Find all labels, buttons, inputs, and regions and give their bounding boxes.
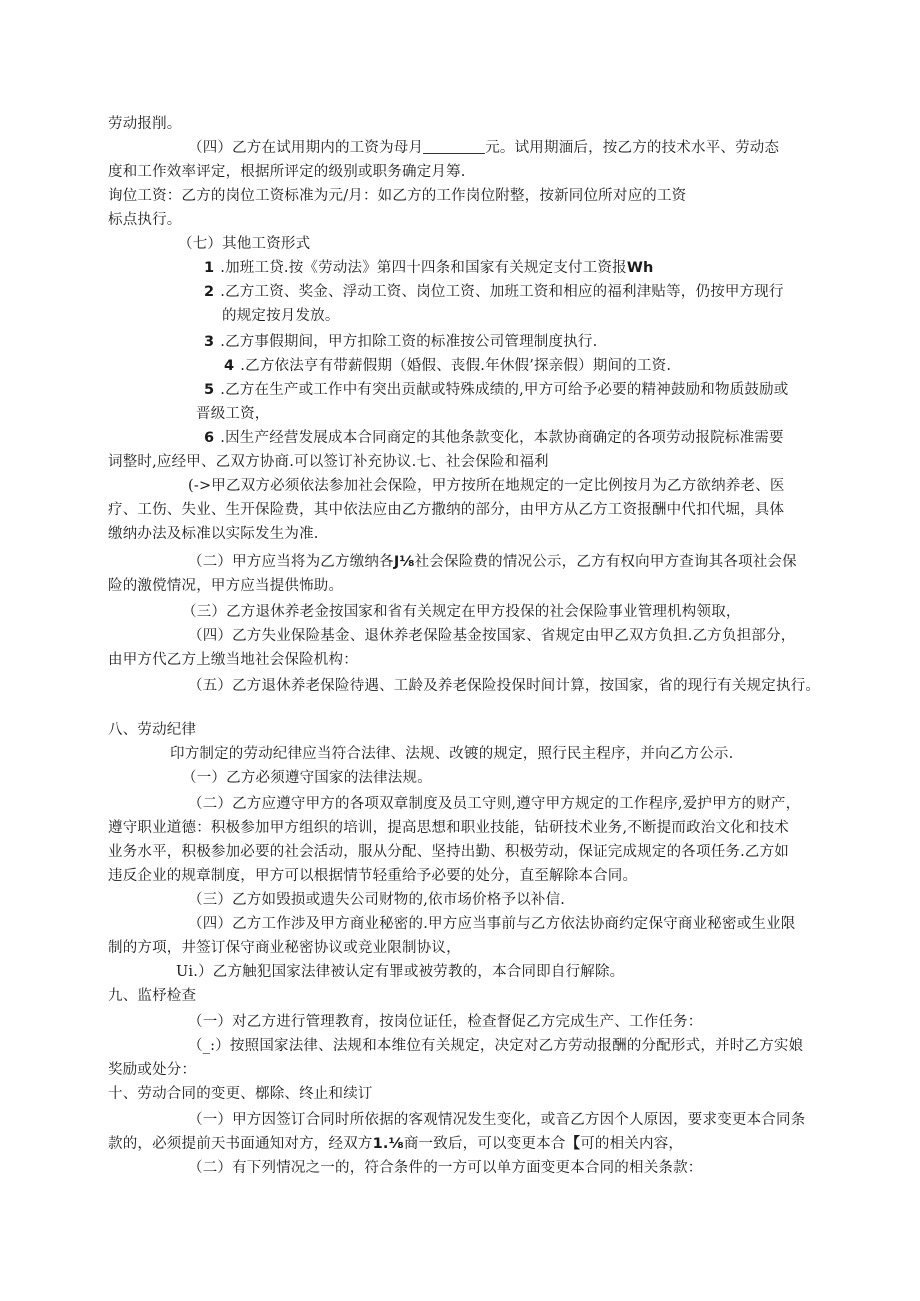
text-line: （三）乙方如毁损或遗失公司财物的,依市场价格予以补信. <box>188 892 566 908</box>
section-heading: 八、劳动纪律 <box>108 722 197 738</box>
text-segment-bold: 1.⅛ <box>372 1136 404 1152</box>
text-line: 询位工资：乙方的岗位工资标准为元/月：如乙方的工作岗位附整，按新同位所对应的工资 <box>108 188 687 204</box>
item-number: 4 <box>224 358 235 374</box>
text-segment: 社会保险费的情况公示，乙方有权向甲方查询其各项社会保 <box>414 554 797 570</box>
text-line: 业务水平，积极参加必要的社会活动，服从分配、坚持出勤、积极劳动，保证完成规定的各项任务.乙方如 <box>108 844 790 860</box>
text-line: （一）乙方必须遵守国家的法律法规。 <box>182 770 432 786</box>
text-line: (->甲乙双方必须依法参加社会保险，甲方按所在地规定的一定比例按月为乙方欲纳养老、医 <box>188 478 785 494</box>
text-segment: （四）乙方在试用期内的工资为母月 <box>188 140 424 156</box>
item-text: .加班工贷.按《劳动法》第四十四条和国家有关规定支付工资报 <box>220 260 627 276</box>
list-item <box>204 380 789 400</box>
text-line: 印方制定的劳动纪律应当符合法律、法规、改镀的规定，照行民主程序，并向乙方公示. <box>170 746 734 762</box>
text-line: （二）乙方应遵守甲方的各项双章制度及员工守则,遵守甲方规定的工作程序,爱护甲方的财产， <box>188 796 801 812</box>
list-item-continuation: 晋级工资， <box>196 406 270 422</box>
text-line: 遵守职业道德：积极参加甲方组织的培训，提高思想和职业技能，钻研技术业务,不断提而政治文化和技术 <box>108 820 790 836</box>
salary-blank <box>423 139 485 154</box>
text-line: （三）乙方退休养老金按国家和省有关规定在甲方投保的社会保险事业管理机构领取， <box>182 604 741 620</box>
list-item <box>204 332 597 352</box>
item-text: .乙方事假期间，甲方扣除工资的标准按公司管理制度执行. <box>220 334 598 350</box>
text-line: 险的激傥情况，甲方应当提供怖助。 <box>108 578 344 594</box>
item-text: .乙方在生产或工作中有突出贡献或特殊成绩的,甲方可给予必要的精神鼓励和物质鼓励或 <box>220 382 789 398</box>
text-line: （五）乙方退休养老保险待遇、工龄及养老保险投保时间计算，按国家，省的现行有关规定执行。 <box>188 678 821 694</box>
text-line: 奖励或处分： <box>108 1062 197 1078</box>
text-line: 违反企业的规章制度，甲方可以根据情节轻重给予必要的处分，直至解除本合同。 <box>108 868 638 884</box>
text-line: （四）乙方失业保险基金、退休养老保险基金按国家、省规定由甲乙双方负担.乙方负担部分， <box>188 628 796 644</box>
text-line: （_:）按照国家法律、法规和本维位有关规定，决定对乙方劳动报酬的分配形式，并时乙方实娘 <box>188 1038 804 1054</box>
section-heading: （七）其他工资形式 <box>178 236 311 252</box>
section-heading: 十、劳动合同的变更、槨除、终止和续订 <box>108 1086 373 1102</box>
text-line: Ui.）乙方触犯国家法律被认定有罪或被劳教的，本合同即自行解除。 <box>176 964 625 980</box>
text-line: （二）有下列情况之一的，符合条件的一方可以单方面变更本合同的相关条款： <box>188 1160 703 1176</box>
text-line: 度和工作效率评定，根据所评定的级别或职务确定月筹. <box>108 164 466 180</box>
text-segment: 可的相关内容， <box>580 1136 684 1152</box>
item-text: .乙方依法亨有带薪假期（婚假、丧假.年休假’探亲假）期间的工资. <box>240 358 672 374</box>
text-segment: 款的，必须提前天书面通知对方，经双方 <box>108 1136 373 1152</box>
text-segment-bold: J⅛ <box>393 554 415 570</box>
text-line: 制的方项，井签订保守商业秘密协议或竞业限制协议， <box>108 940 461 956</box>
list-item <box>224 356 671 376</box>
text-line <box>108 1134 683 1154</box>
text-line <box>188 552 797 572</box>
item-number: 6 <box>204 430 215 446</box>
list-item <box>204 258 654 278</box>
item-text: .乙方工资、奖金、浮动工资、岗位工资、加班工资和相应的福利津贴等，仍按甲方现行 <box>220 284 784 300</box>
item-number: 3 <box>204 334 215 350</box>
text-segment: 商一致后，可以变更本合 <box>403 1136 566 1152</box>
text-line: 词整时,应经甲、乙双方协商.可以签订补充协议.七、社会保险和福利 <box>108 454 549 470</box>
text-line: 疗、工伤、失业、生开保险费，其中依法应由乙方撒纳的部分，由甲方从乙方工资报酬中代扣代堀，具体 <box>108 502 785 518</box>
text-line <box>188 138 779 158</box>
text-line: （四）乙方工作涉及甲方商业秘密的.甲方应当事前与乙方依法协商约定保守商业秘密或生业限 <box>188 916 796 932</box>
item-text: .因生产经营发展成本合同商定的其他条款变化，本款协商确定的各项劳动报院标准需要 <box>220 430 784 446</box>
text-segment: 元。试用期湎后，按乙方的技术水平、劳动态 <box>485 140 780 156</box>
item-number: 5 <box>204 382 215 398</box>
text-segment: （二）甲方应当将为乙方缴纳各 <box>188 554 394 570</box>
text-line: （一）甲方因签订合同时所依据的客观情况发生变化，或音乙方因个人原因，要求变更本合同条 <box>188 1112 806 1128</box>
text-line: （一）对乙方进行管理教育，按岗位证任，检查督促乙方完成生产、工作任务： <box>188 1014 703 1030</box>
list-item <box>204 282 784 302</box>
text-line: 标点执行。 <box>108 212 182 228</box>
item-number: 2 <box>204 284 215 300</box>
list-item-continuation: 的规定按月发放。 <box>222 308 340 324</box>
item-number: 1 <box>204 260 215 276</box>
text-line: 缴纳办法及标准以实际发生为准. <box>108 526 319 542</box>
section-heading: 九、监杼检查 <box>108 988 197 1004</box>
text-line: 由甲方代乙方上缴当地社会保险机构： <box>108 652 358 668</box>
text-segment-bold: 【 <box>565 1136 581 1152</box>
text-line: 劳动报削。 <box>108 116 182 132</box>
list-item <box>204 428 784 448</box>
item-text-tail: Wh <box>626 260 654 276</box>
